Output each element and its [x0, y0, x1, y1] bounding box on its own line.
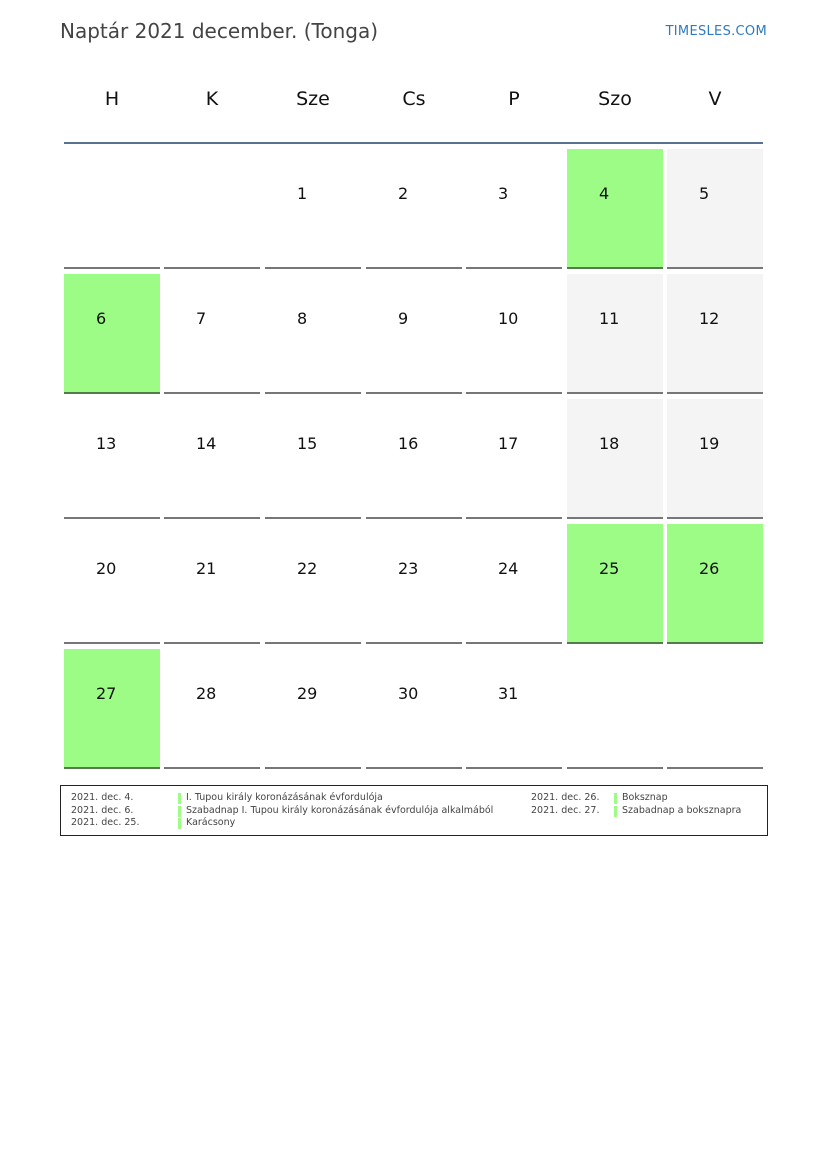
day-number: 31 [498, 684, 519, 703]
day-number: 12 [699, 309, 720, 328]
legend-date: 2021. dec. 25. [71, 817, 140, 828]
day-number: 27 [96, 684, 117, 703]
day-cell[interactable] [667, 524, 763, 644]
day-cell[interactable] [667, 149, 763, 269]
legend-holiday-name: I. Tupou király koronázásának évfordulója [186, 792, 383, 803]
day-cell[interactable] [265, 524, 361, 644]
legend-color-marker [614, 793, 617, 804]
day-number: 22 [297, 559, 318, 578]
legend-date: 2021. dec. 27. [531, 804, 600, 816]
holiday-legend [60, 785, 768, 836]
weekday-label: V [708, 88, 722, 110]
day-number: 24 [498, 559, 519, 578]
day-cell[interactable] [567, 149, 663, 269]
day-number: 20 [96, 559, 117, 578]
day-number: 26 [699, 559, 720, 578]
day-cell[interactable] [265, 149, 361, 269]
day-number: 1 [297, 184, 308, 203]
day-cell[interactable] [164, 649, 260, 769]
day-number: 28 [196, 684, 217, 703]
day-number: 16 [398, 434, 419, 453]
day-number: 4 [599, 184, 610, 203]
day-cell[interactable] [64, 399, 160, 519]
day-cell[interactable] [164, 399, 260, 519]
weekday-label: K [205, 88, 219, 110]
legend-holiday-name: Boksznap [622, 792, 668, 803]
legend-holiday-name: Karácsony [186, 817, 236, 828]
day-number: 19 [699, 434, 720, 453]
day-number: 9 [398, 309, 409, 328]
day-cell[interactable] [466, 524, 562, 644]
legend-color-marker [614, 806, 617, 817]
day-number: 13 [96, 434, 117, 453]
legend-date: 2021. dec. 4. [71, 792, 134, 803]
day-number: 14 [196, 434, 217, 453]
day-cell[interactable] [366, 524, 462, 644]
day-number: 2 [398, 184, 409, 203]
day-cell[interactable] [366, 399, 462, 519]
legend-color-marker [178, 818, 181, 829]
day-number: 7 [196, 309, 207, 328]
weekday-label: Szo [598, 88, 632, 110]
day-cell[interactable] [64, 274, 160, 394]
day-cell[interactable] [366, 149, 462, 269]
brand-link[interactable]: TIMESLES.COM [665, 24, 767, 39]
legend-color-marker [178, 793, 181, 804]
empty-cell [567, 649, 663, 769]
day-cell[interactable] [164, 524, 260, 644]
day-cell[interactable] [164, 274, 260, 394]
day-cell[interactable] [567, 524, 663, 644]
legend-color-marker [178, 806, 181, 817]
day-cell[interactable] [466, 399, 562, 519]
legend-holiday-name: Szabadnap a boksznapra [622, 804, 742, 816]
day-number: 29 [297, 684, 318, 703]
day-number: 3 [498, 184, 509, 203]
day-cell[interactable] [64, 649, 160, 769]
empty-cell [667, 649, 763, 769]
day-cell[interactable] [667, 274, 763, 394]
legend-date: 2021. dec. 6. [71, 804, 134, 816]
day-cell[interactable] [366, 649, 462, 769]
day-cell[interactable] [366, 274, 462, 394]
day-number: 18 [599, 434, 620, 453]
weekday-label: P [508, 88, 520, 110]
day-number: 17 [498, 434, 519, 453]
day-number: 25 [599, 559, 620, 578]
day-cell[interactable] [265, 274, 361, 394]
day-number: 5 [699, 184, 710, 203]
page-title: Naptár 2021 december. (Tonga) [60, 19, 379, 43]
day-number: 11 [599, 309, 620, 328]
day-cell[interactable] [667, 399, 763, 519]
legend-holiday-name: Szabadnap I. Tupou király koronázásának évfordulója alkalmából [186, 804, 494, 816]
weekday-label: Cs [402, 88, 426, 110]
weekday-label: H [104, 88, 120, 110]
day-cell[interactable] [64, 524, 160, 644]
day-number: 23 [398, 559, 419, 578]
day-number: 10 [498, 309, 519, 328]
day-number: 15 [297, 434, 318, 453]
day-cell[interactable] [466, 649, 562, 769]
day-cell[interactable] [466, 149, 562, 269]
legend-date: 2021. dec. 26. [531, 792, 600, 803]
day-number: 21 [196, 559, 217, 578]
day-cell[interactable] [567, 274, 663, 394]
day-number: 6 [96, 309, 107, 328]
weekday-label: Sze [296, 88, 330, 110]
day-cell[interactable] [567, 399, 663, 519]
empty-cell [64, 149, 160, 269]
day-cell[interactable] [265, 649, 361, 769]
day-number: 8 [297, 309, 308, 328]
day-cell[interactable] [265, 399, 361, 519]
day-cell[interactable] [466, 274, 562, 394]
empty-cell [164, 149, 260, 269]
day-number: 30 [398, 684, 419, 703]
